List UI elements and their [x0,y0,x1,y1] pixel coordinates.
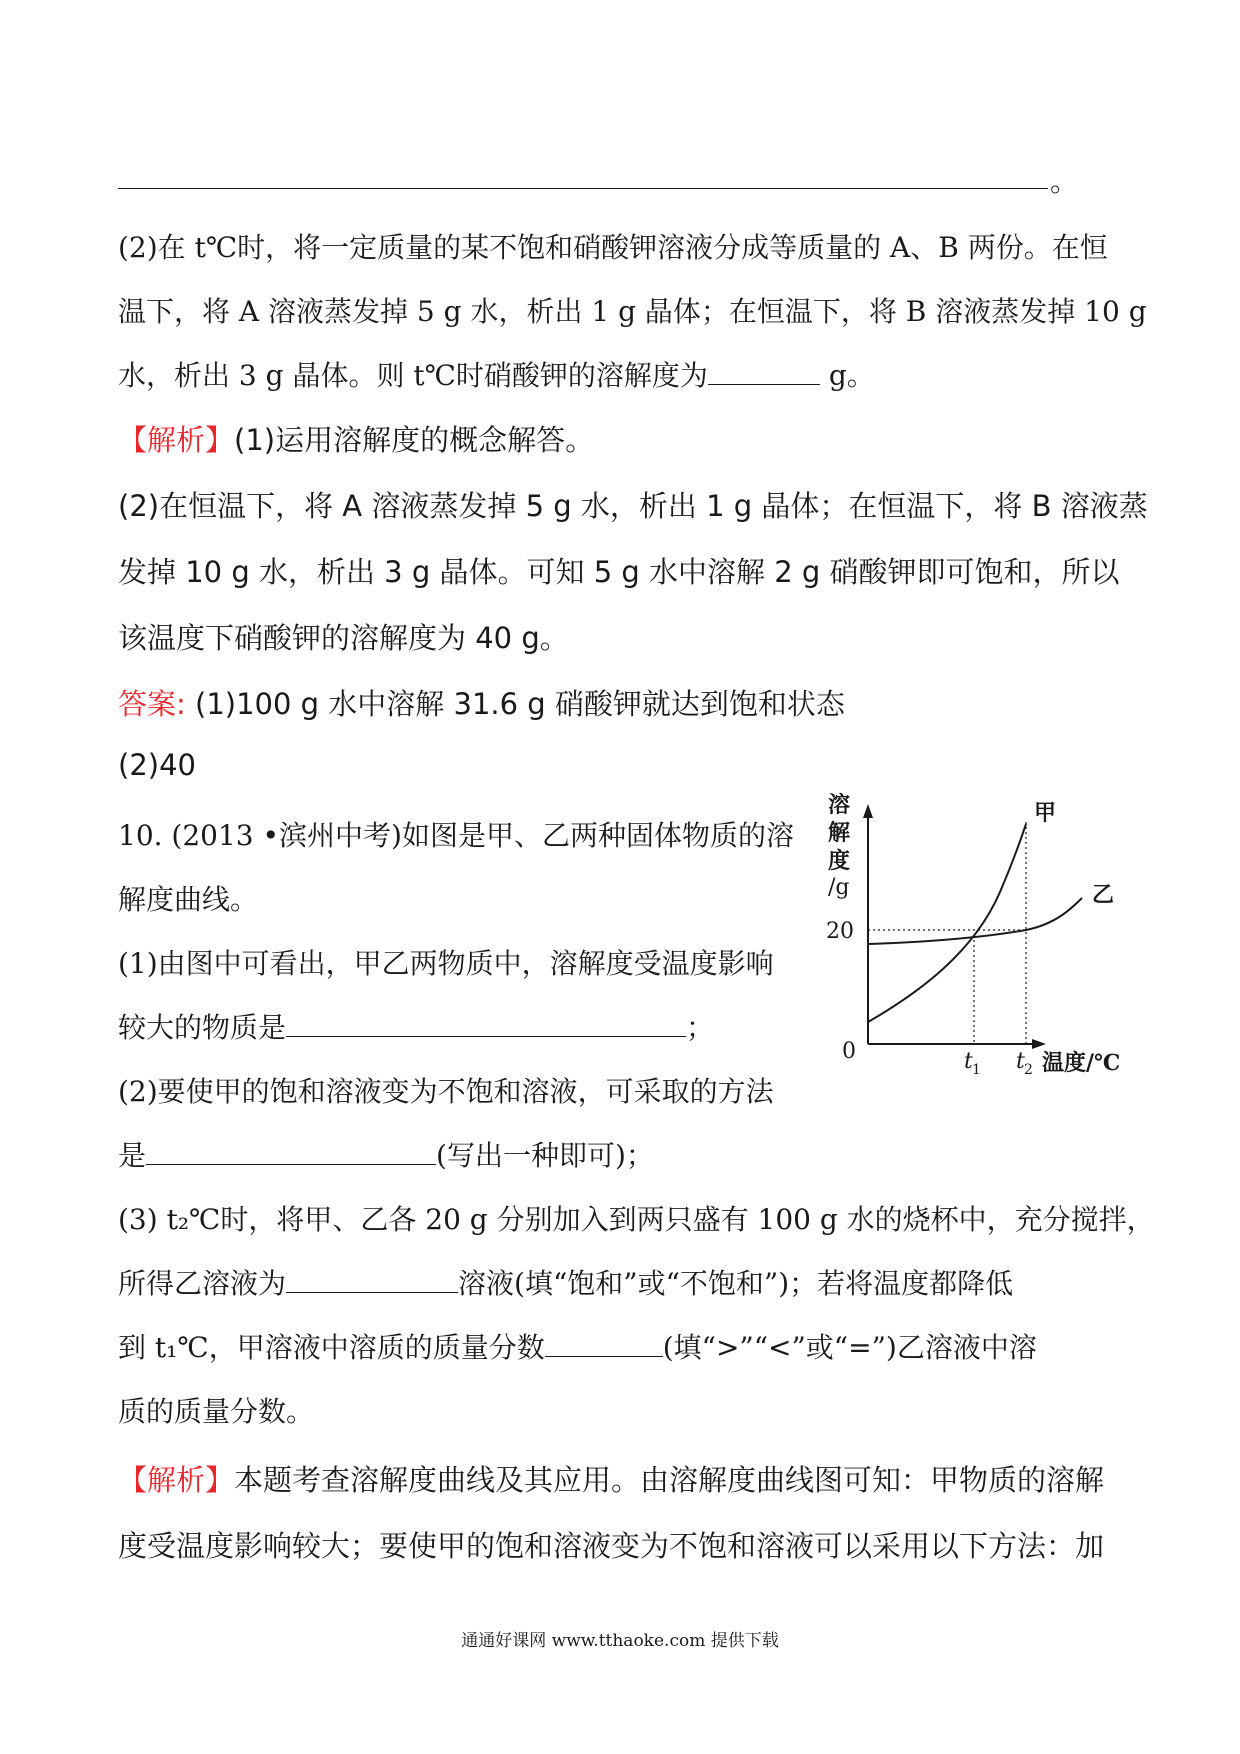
previous-answer-period: 。 [1050,165,1079,198]
analysis-2-tag: 【解析】 [118,1463,235,1497]
analysis-1-text: (1)运用溶解度的概念解答。 [234,423,595,457]
q2-answer-blank [708,358,820,385]
q10-line-8 [118,1262,1013,1302]
y-axis-label-4: /g [828,875,850,900]
q2-line-3 [118,354,875,394]
q10-line-7: (3) t₂℃时，将甲、乙各 20 g 分别加入到两只盛有 100 g 水的烧杯中，充分搅拌， [118,1203,1155,1236]
q2-line-1: (2)在 t℃时，将一定质量的某不饱和硝酸钾溶液分成等质量的 A、B 两份。在恒 [118,231,1108,264]
y-axis-arrow [863,804,873,818]
q10-line-9-end: (填“>”“<”或“=”)乙溶液中溶 [662,1331,1037,1364]
page-footer: 通通好课网 www.tthaoke.com 提供下载 [461,1631,779,1651]
answer-tag: 答案: [118,687,186,721]
q10-line-3: (1)由图中可看出，甲乙两物质中，溶解度受温度影响 [118,947,774,980]
q2-line-3-unit: g。 [819,359,875,392]
q10-line-9 [118,1326,1037,1366]
previous-answer-blank [118,188,1048,189]
q10-line-6-text: 是 [118,1139,147,1172]
series-label-jia: 甲 [1034,800,1057,826]
q10-line-4-text: 较大的物质是 [118,1011,287,1044]
y-axis-label-3: 度 [828,848,851,874]
analysis-2-line-1 [118,1458,1104,1499]
q10-answer-blank-1 [286,1010,686,1037]
curve-jia [868,824,1026,1022]
q10-line-8-text: 所得乙溶液为 [118,1267,287,1300]
analysis-1-line-1 [118,418,594,459]
y-tick-20: 20 [826,919,854,944]
q10-line-4 [118,1006,714,1046]
analysis-2-text: 本题考查溶解度曲线及其应用。由溶解度曲线图可知：甲物质的溶解 [234,1463,1105,1497]
q10-line-4-end: ； [686,1011,715,1044]
q10-line-6 [118,1134,654,1174]
answer-1-line-2: (2)40 [118,748,196,782]
q10-answer-blank-2 [146,1138,436,1165]
analysis-1-line-4: 该温度下硝酸钾的溶解度为 40 g。 [118,621,569,655]
origin-label: 0 [842,1039,856,1064]
q10-line-5: (2)要使甲的饱和溶液变为不饱和溶液，可采取的方法 [118,1075,774,1108]
q10-line-9-text: 到 t₁℃，甲溶液中溶质的质量分数 [118,1331,545,1364]
x-tick-t1: t [964,1049,973,1074]
y-axis-label-1: 溶 [828,792,851,818]
answer-1-text: (1)100 g 水中溶解 31.6 g 硝酸钾就达到饱和状态 [185,687,845,721]
q10-line-6-end: (写出一种即可)； [436,1139,654,1172]
x-tick-t1-sub: 1 [972,1062,981,1078]
analysis-2-line-2: 度受温度影响较大；要使甲的饱和溶液变为不饱和溶液可以采用以下方法：加 [118,1529,1105,1563]
analysis-tag: 【解析】 [118,423,235,457]
q10-line-2: 解度曲线。 [118,883,259,916]
q2-line-2: 温下，将 A 溶液蒸发掉 5 g 水，析出 1 g 晶体；在恒温下，将 B 溶液蒸发掉 10 g [118,295,1147,328]
curve-yi [868,898,1082,944]
y-axis-label-2: 解 [828,820,851,846]
series-label-yi: 乙 [1092,882,1115,908]
x-tick-t2: t [1016,1049,1025,1074]
x-axis-arrow [1032,1039,1046,1049]
x-axis-label: 温度/℃ [1042,1050,1121,1076]
q2-line-3-text: 水，析出 3 g 晶体。则 t℃时硝酸钾的溶解度为 [118,359,708,392]
analysis-1-line-3: 发掉 10 g 水，析出 3 g 晶体。可知 5 g 水中溶解 2 g 硝酸钾即可饱和，所以 [118,555,1120,589]
x-tick-t2-sub: 2 [1024,1062,1033,1078]
q10-line-10: 质的质量分数。 [118,1395,315,1428]
q10-line-1: 10. (2013 •滨州中考)如图是甲、乙两种固体物质的溶 [118,819,794,852]
analysis-1-line-2: (2)在恒温下，将 A 溶液蒸发掉 5 g 水，析出 1 g 晶体；在恒温下，将 B 溶液蒸 [118,489,1148,523]
answer-1-line-1 [118,682,845,723]
q10-answer-blank-3 [286,1266,458,1293]
q10-line-8-end: 溶液(填“饱和”或“不饱和”)；若将温度都降低 [458,1267,1014,1300]
q10-answer-blank-4 [545,1330,663,1357]
solubility-curve-figure [820,782,1150,1082]
